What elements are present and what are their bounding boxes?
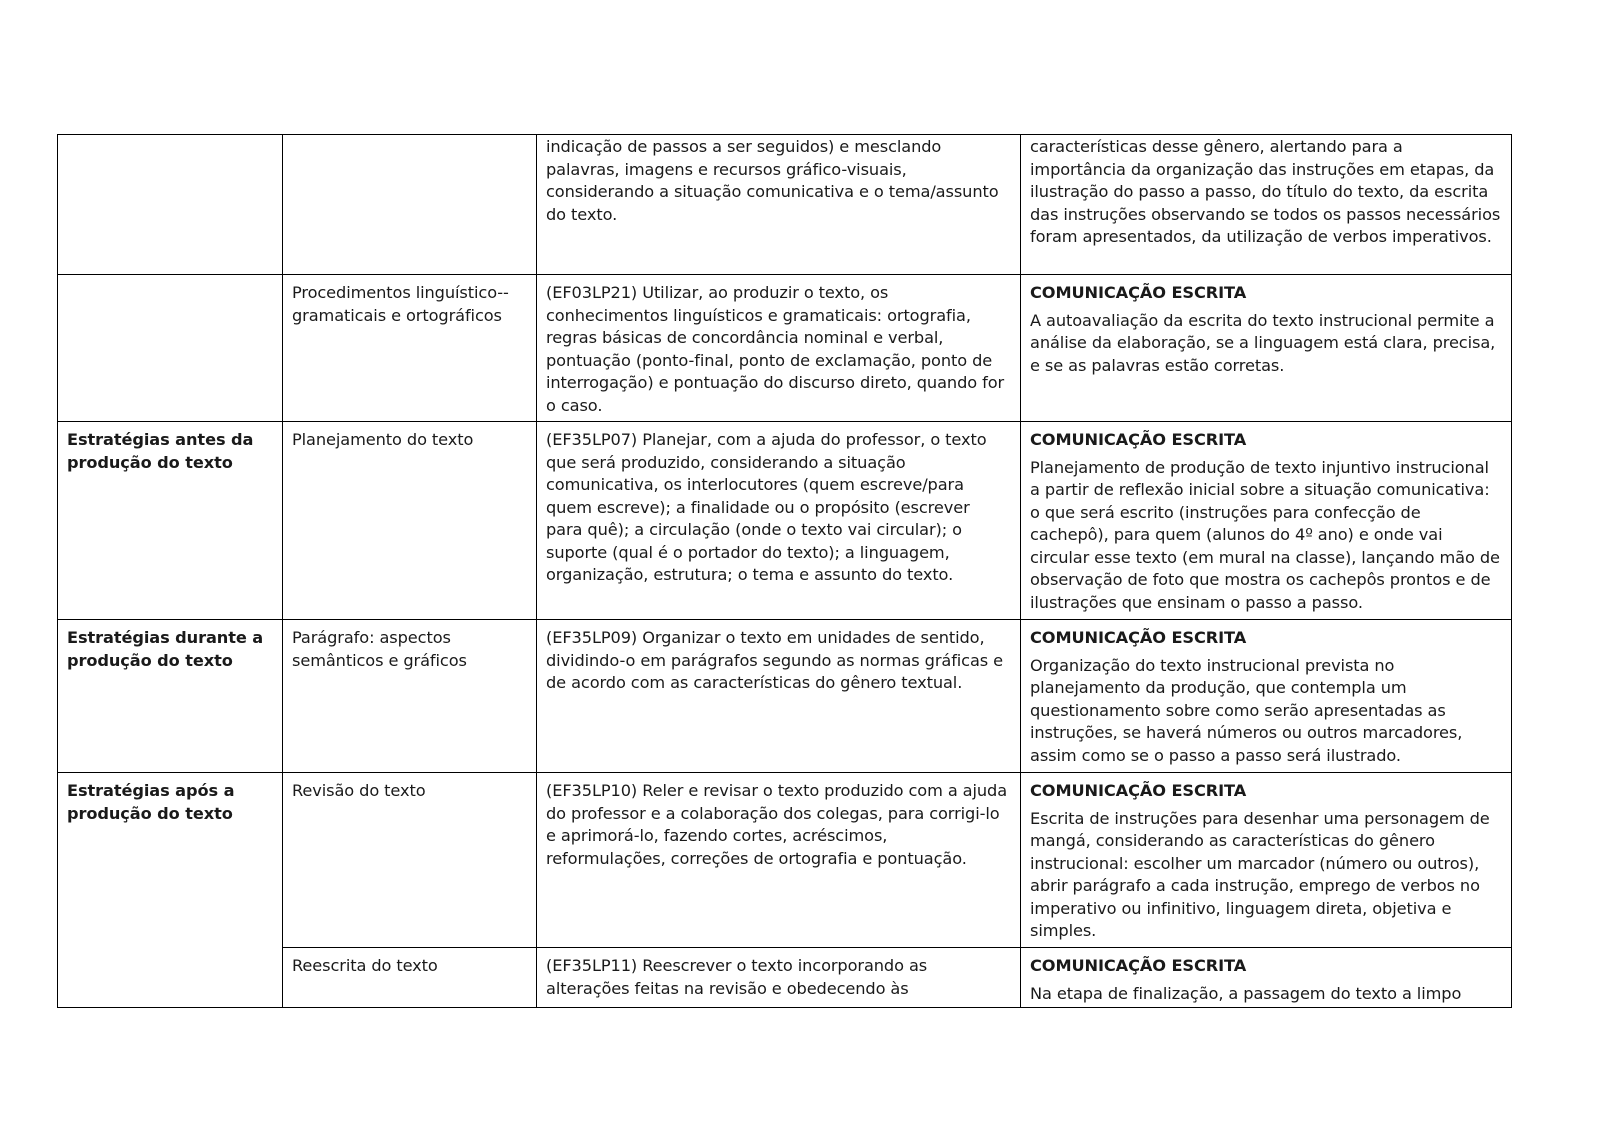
table-row [58, 948, 1512, 1008]
strategy-label: Estratégias após a produção do texto [67, 781, 235, 823]
skill-text: (EF35LP09) Organizar o texto em unidades de sentido, dividindo-o em parágrafos segundo as normas gráficas e de acordo com as características do gênero textual. [546, 628, 1004, 692]
comment-heading: COMUNICAÇÃO ESCRITA [1030, 430, 1247, 449]
comment-text: Organização do texto instrucional prevista no planejamento da produção, que contempla um questionamento sobre como serão apresentadas as instruções, se haverá números ou outros marcadores, assim como se o passo a passo será ilustrado. [1030, 655, 1463, 765]
strategy-cell [58, 773, 283, 948]
skill-cell [537, 275, 1021, 422]
skill-text: (EF35LP10) Reler e revisar o texto produzido com a ajuda do professor e a colaboração dos colegas, para corrigi-lo e aprimorá-lo, fazendo cortes, acréscimos, reformulações, correções de ortografia e pontuação. [546, 781, 1008, 868]
comment-text: A autoavaliação da escrita do texto instrucional permite a análise da elaboração, se a linguagem está clara, precisa, e se as palavras estão corretas. [1030, 310, 1496, 375]
comment-cell [1021, 135, 1512, 275]
skill-cell [537, 773, 1021, 948]
comment-text: Escrita de instruções para desenhar uma personagem de mangá, considerando as características do gênero instrucional: escolher um marcador (número ou outros), abrir parágrafo a cada instrução, emprego de verbos no imperativo ou infinitivo, linguagem direta, objetiva e simples. [1030, 808, 1490, 940]
comment-heading: COMUNICAÇÃO ESCRITA [1030, 283, 1247, 302]
comment-cell [1021, 620, 1512, 773]
skill-text: indicação de passos a ser seguidos) e mesclando palavras, imagens e recursos gráfico-visuais, considerando a situação comunicativa e o tema/assunto do texto. [546, 137, 999, 224]
object-text: Reescrita do texto [292, 956, 438, 975]
object-cell [283, 773, 537, 948]
comment-text: características desse gênero, alertando para a importância da organização das instruções em etapas, da ilustração do passo a passo, do título do texto, da escrita das instruções observando se todos os passos necessários foram apresentados, da utilização de verbos imperativos. [1030, 137, 1501, 246]
table-row [58, 275, 1512, 422]
comment-heading: COMUNICAÇÃO ESCRITA [1030, 956, 1247, 975]
object-cell [283, 620, 537, 773]
skill-cell [537, 948, 1021, 1008]
comment-cell [1021, 948, 1512, 1008]
object-text: Procedimentos linguístico--gramaticais e ortográficos [292, 283, 509, 325]
object-text: Parágrafo: aspectos semânticos e gráficos [292, 628, 467, 670]
comment-cell [1021, 275, 1512, 422]
comment-heading: COMUNICAÇÃO ESCRITA [1030, 628, 1247, 647]
skill-text: (EF03LP21) Utilizar, ao produzir o texto, os conhecimentos linguísticos e gramaticais: ortografia, regras básicas de concordância nominal e verbal, pontuação (ponto-final, ponto de exclamação, ponto de interrogação) e pontuação do discurso direto, quando for o caso. [546, 283, 1005, 415]
bncc-skills-table [57, 134, 1512, 1008]
strategy-cell [58, 275, 283, 422]
strategy-cell [58, 620, 283, 773]
object-cell [283, 948, 537, 1008]
object-cell [283, 422, 537, 620]
comment-cell [1021, 422, 1512, 620]
skill-cell [537, 422, 1021, 620]
skill-cell [537, 620, 1021, 773]
comment-cell [1021, 773, 1512, 948]
object-cell [283, 275, 537, 422]
skill-text: (EF35LP07) Planejar, com a ajuda do professor, o texto que será produzido, considerando a situação comunicativa, os interlocutores (quem escreve/para quem escreve); a finalidade ou o propósito (escrever para quê); a circulação (onde o texto vai circular); o suporte (qual é o portador do texto); a linguagem, organização, estrutura; o tema e assunto do texto. [546, 430, 987, 584]
strategy-cell [58, 948, 283, 1008]
skill-cell [537, 135, 1021, 275]
comment-heading: COMUNICAÇÃO ESCRITA [1030, 781, 1247, 800]
object-text: Revisão do texto [292, 781, 426, 800]
table-row [58, 773, 1512, 948]
strategy-cell [58, 135, 283, 275]
comment-text: Planejamento de produção de texto injuntivo instrucional a partir de reflexão inicial sobre a situação comunicativa: o que será escrito (instruções para confecção de cachepô), para quem (alunos do 4º ano) e onde vai circular esse texto (em mural na classe), lançando mão de observação de foto que mostra os cachepôs prontos e de ilustrações que ensinam o passo a passo. [1030, 457, 1500, 612]
table-row [58, 620, 1512, 773]
strategy-label: Estratégias durante a produção do texto [67, 628, 264, 670]
comment-text: Na etapa de finalização, a passagem do texto a limpo [1030, 983, 1462, 1003]
object-cell [283, 135, 537, 275]
strategy-cell [58, 422, 283, 620]
table-row [58, 422, 1512, 620]
table-row [58, 135, 1512, 275]
object-text: Planejamento do texto [292, 430, 474, 449]
strategy-label: Estratégias antes da produção do texto [67, 430, 254, 472]
skill-text: (EF35LP11) Reescrever o texto incorporando as alterações feitas na revisão e obedecendo às [546, 956, 928, 998]
